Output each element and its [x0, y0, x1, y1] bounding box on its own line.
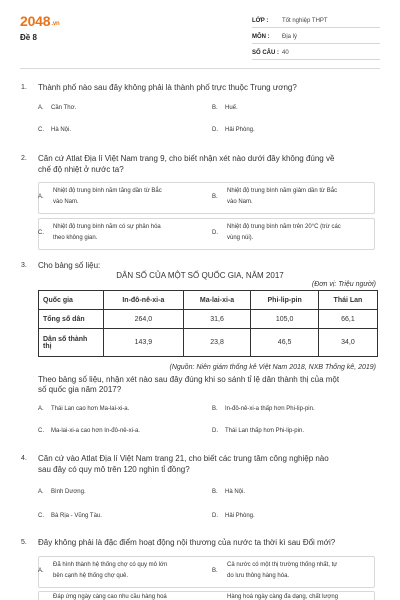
table-header-cell: Ma-lai-xi-a	[183, 291, 251, 310]
q2-option-b[interactable]: B. Nhiệt độ trung bình năm giảm dần từ Bắc vào Nam.	[212, 188, 338, 205]
question-3	[0, 260, 400, 271]
question-4: 4. Căn cứ vào Atlat Địa lí Việt Nam trang 21, cho biết các trung tâm công nghiệp nào sau đây có quy mô trên 120 nghìn tỉ đồng?	[0, 453, 400, 475]
table-row	[39, 329, 378, 357]
q5-option-a[interactable]: A. Đã hình thành hệ thống chợ có quy mô lớn bên cạnh hệ thống chợ quê.	[38, 562, 168, 579]
page-header	[0, 0, 400, 68]
table-cell: 23,8	[183, 329, 251, 357]
header-divider	[20, 68, 380, 69]
exam-meta	[252, 12, 380, 60]
table-title: DÂN SỐ CỦA MỘT SỐ QUỐC GIA, NĂM 2017	[116, 271, 284, 280]
question-2-text: 2. Căn cứ Atlat Địa lí Việt Nam trang 9, cho biết nhận xét nào dưới đây không đúng về	[21, 154, 335, 163]
site-logo[interactable]: 2048.vn	[20, 13, 60, 29]
table-cell: 46,5	[251, 329, 319, 357]
meta-row-class: LỚP : Tốt nghiệp THPT	[252, 12, 380, 28]
table-header-cell: Phi-lip-pin	[251, 291, 319, 310]
table-header-cell: In-đô-nê-xi-a	[104, 291, 184, 310]
table-row-label: Tổng số dân	[39, 310, 104, 329]
table-header-cell: Quốc gia	[39, 291, 104, 310]
table-header-cell: Thái Lan	[318, 291, 377, 310]
q2-option-d[interactable]: D. Nhiệt độ trung bình năm trên 20°C (trừ các vùng núi).	[212, 224, 341, 241]
population-table	[38, 290, 378, 357]
q2-option-c[interactable]: C. Nhiệt độ trung bình năm có sự phân hóa theo không gian.	[38, 224, 161, 241]
question-3-text: Theo bảng số liệu, nhận xét nào sau đây đúng khi so sánh tỉ lệ dân thành thị của một số quốc gia năm 2017?	[38, 375, 340, 394]
question-5-text: 5. Đây không phải là đặc điểm hoạt động nội thương của nước ta thời kì sau Đổi mới?	[21, 538, 336, 547]
question-1-text: 1. Thành phố nào sau đây không phải là thành phố trực thuộc Trung ương?	[21, 83, 297, 92]
q5-option-b[interactable]: B. Cả nước có một thị trường thống nhất, tự do lưu thông hàng hóa.	[212, 562, 338, 579]
table-row-label: Dân số thành thị	[39, 329, 104, 357]
q2-option-a[interactable]: A. Nhiệt độ trung bình năm tăng dần từ Bắc vào Nam.	[38, 188, 162, 205]
question-3-intro: 3. Cho bảng số liệu:	[21, 261, 101, 270]
exam-code: Đề 8	[20, 33, 37, 42]
table-cell: 31,6	[183, 310, 251, 329]
table-cell: 105,0	[251, 310, 319, 329]
meta-row-count: SỐ CÂU : 40	[252, 44, 380, 60]
question-4-text: 4. Căn cứ vào Atlat Địa lí Việt Nam trang 21, cho biết các trung tâm công nghiệp nào	[21, 454, 329, 463]
table-cell: 34,0	[318, 329, 377, 357]
table-cell: 66,1	[318, 310, 377, 329]
question-5	[0, 537, 400, 548]
table-cell: 264,0	[104, 310, 184, 329]
question-1	[0, 82, 400, 93]
question-2: 2. Căn cứ Atlat Địa lí Việt Nam trang 9, cho biết nhận xét nào dưới đây không đúng về chế độ nhiệt ở nước ta?	[0, 153, 400, 175]
exam-page: 2048.vn Đề 8 LỚP : Tốt nghiệp THPT MÔN : Địa lý SỐ CÂU : 40 1. Thành phố nào sau đây không phải là thành phố trực thuộc Trung ương? A. Cần Thơ. B. Huế. C. Hà Nội. D. Hải Phòng. 2. Căn cứ Atlat Địa lí Việt Nam trang 9, cho biết nhận xét nào dưới đây không đúng về chế độ nhiệt ở nước ta? A. Nhiệt độ trung bình năm tăng dần từ Bắc vào Nam. B. Nhiệt độ trung bình năm giảm dần từ Bắc vào Nam. C. Nhiệt độ trung bình năm có sự phân hóa theo không gian. D. Nhiệt độ trung bình năm trên 20°C (trừ các vùng núi). 3. Cho bảng số liệu: DÂN SỐ CỦA MỘT SỐ QUỐC GIA, NĂM 2017 (Đơn vị: Triệu người) Quốc gia In-đô-nê-xi-a Ma-lai-xi-a Phi-lip-pin Thái Lan Tổng số dân 264,0 31,6 105,0 66,1 Dân số thành thị 143,9 23,8 46,5 34,0 (Nguồn: Niên giám thống kê Việt Nam 2018, NXB Thống kê, 2019) Theo bảng số liệu, nhận xét nào sau đây đúng khi so sánh tỉ lệ dân thành thị của một số quốc gia năm 2017? A. Thái Lan cao hơn Ma-lai-xi-a. B. In-đô-nê-xi-a thấp hơn Phi-lip-pin. C. Ma-lai-xi-a cao hơn In-đô-nê-xi-a. D. Thái Lan thấp hơn Phi-lip-pin. 4. Căn cứ vào Atlat Địa lí Việt Nam trang 21, cho biết các trung tâm công nghiệp nào sau đây có quy mô trên 120 nghìn tỉ đồng? A. Bình Dương. B. Hà Nội. C. Bà Rịa - Vũng Tàu. D. Hải Phòng. 5. Đây không phải là đặc điểm hoạt động nội thương của nước ta thời kì sau Đổi mới? A. Đã hình thành hệ thống chợ có quy mô lớn bên cạnh hệ thống chợ quê. B. Cả nước có một thị trường thống nhất, tự do lưu thông hàng hóa. Đáp ứng ngày càng cao nhu cầu hàng hoá Hàng hoá ngày càng đa dạng, chất lượng	[0, 0, 400, 600]
table-source: (Nguồn: Niên giám thống kê Việt Nam 2018, NXB Thống kê, 2019)	[169, 364, 376, 371]
table-unit: (Đơn vị: Triệu người)	[311, 281, 376, 288]
meta-row-subject: MÔN : Địa lý	[252, 28, 380, 44]
table-header-row	[39, 291, 378, 310]
table-row	[39, 310, 378, 329]
table-cell: 143,9	[104, 329, 184, 357]
